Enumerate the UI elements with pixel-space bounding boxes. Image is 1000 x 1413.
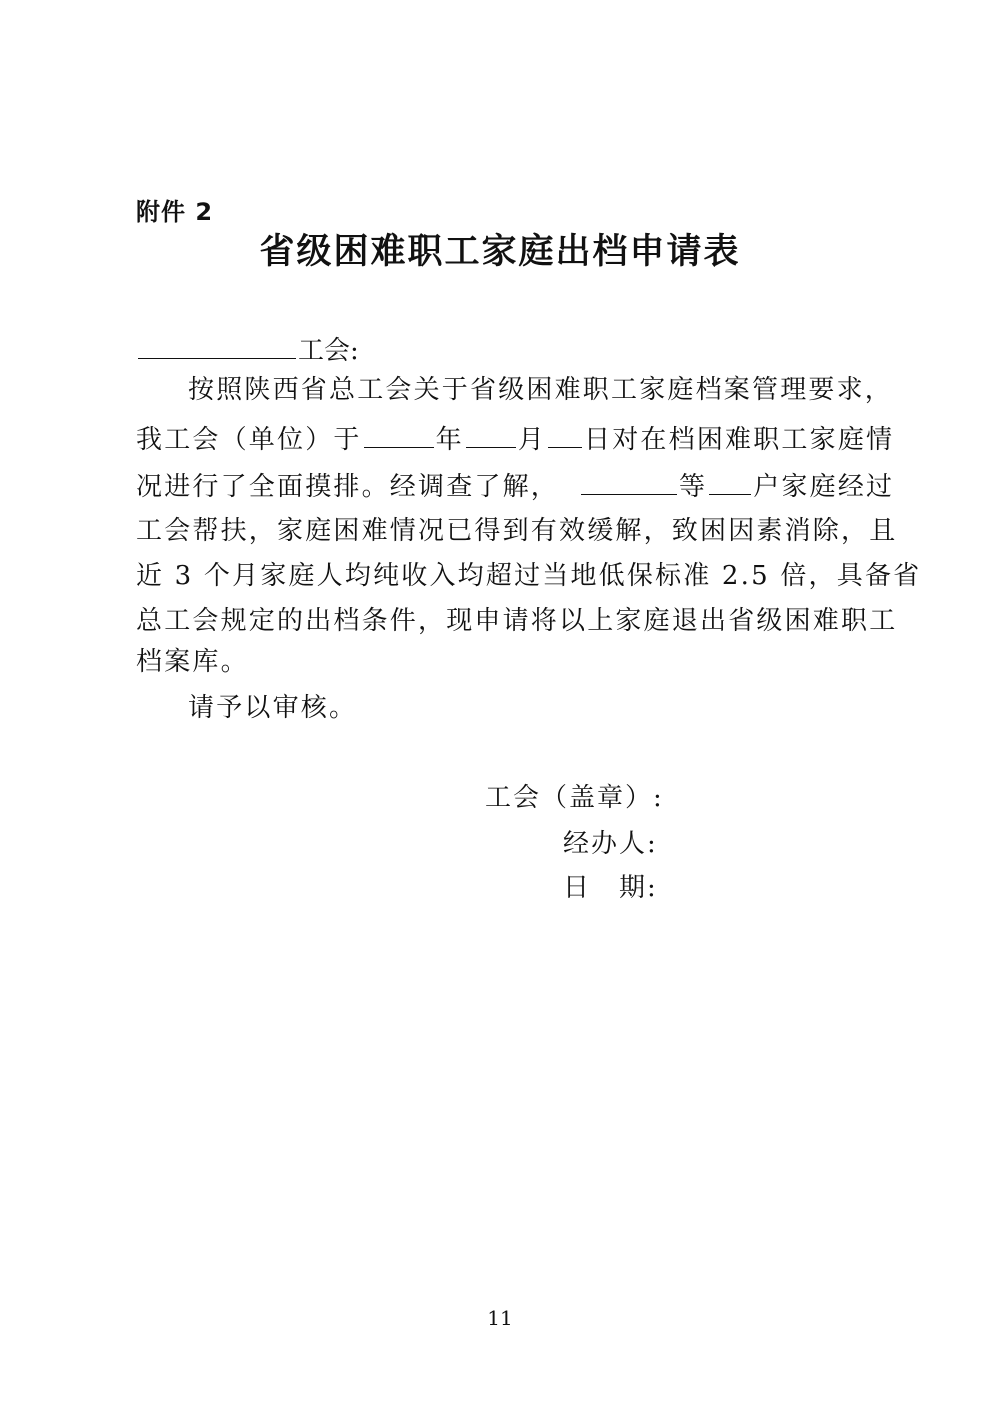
addressee-line [136, 332, 866, 367]
closing-request: 请予以审核。 [188, 693, 358, 723]
body-line-3 [136, 468, 895, 503]
body-line-4: 工会帮扶，家庭困难情况已得到有效缓解，致困因素消除，且 [136, 516, 898, 546]
body-line-7: 档案库。 [136, 647, 249, 677]
union-name-blank[interactable] [138, 332, 296, 359]
year-blank[interactable] [364, 421, 434, 448]
body-line-6: 总工会规定的出档条件，现申请将以上家庭退出省级困难职工 [136, 606, 898, 636]
date-label: 日 期: [563, 873, 658, 903]
body-line-2-d: 日对在档困难职工家庭情 [584, 425, 895, 455]
body-line-1: 按照陕西省总工会关于省级困难职工家庭档案管理要求， [188, 375, 894, 405]
union-seal-label: 工会（盖章）: [485, 783, 664, 813]
body-line-5: 近 3 个月家庭人均纯收入均超过当地低保标准 2.5 倍，具备省 [136, 561, 922, 591]
household-count-blank[interactable] [709, 468, 751, 495]
day-blank[interactable] [548, 421, 582, 448]
body-line-3-c: 户家庭经过 [753, 472, 895, 502]
attachment-label: 附件 2 [136, 198, 214, 226]
body-line-2-a: 我工会（单位）于 [136, 425, 362, 455]
handler-label: 经办人: [563, 829, 658, 859]
body-line-2 [136, 421, 895, 456]
year-label: 年 [435, 425, 464, 455]
month-label: 月 [517, 425, 547, 455]
page-number: 11 [487, 1306, 513, 1330]
month-blank[interactable] [466, 421, 516, 448]
body-line-3-a: 况进行了全面摸排。经调查了解， [136, 472, 560, 502]
body-line-3-b: 等 [679, 472, 708, 502]
addressee-suffix: 工会: [298, 336, 359, 366]
families-blank[interactable] [581, 468, 677, 495]
document-title: 省级困难职工家庭出档申请表 [259, 232, 741, 272]
